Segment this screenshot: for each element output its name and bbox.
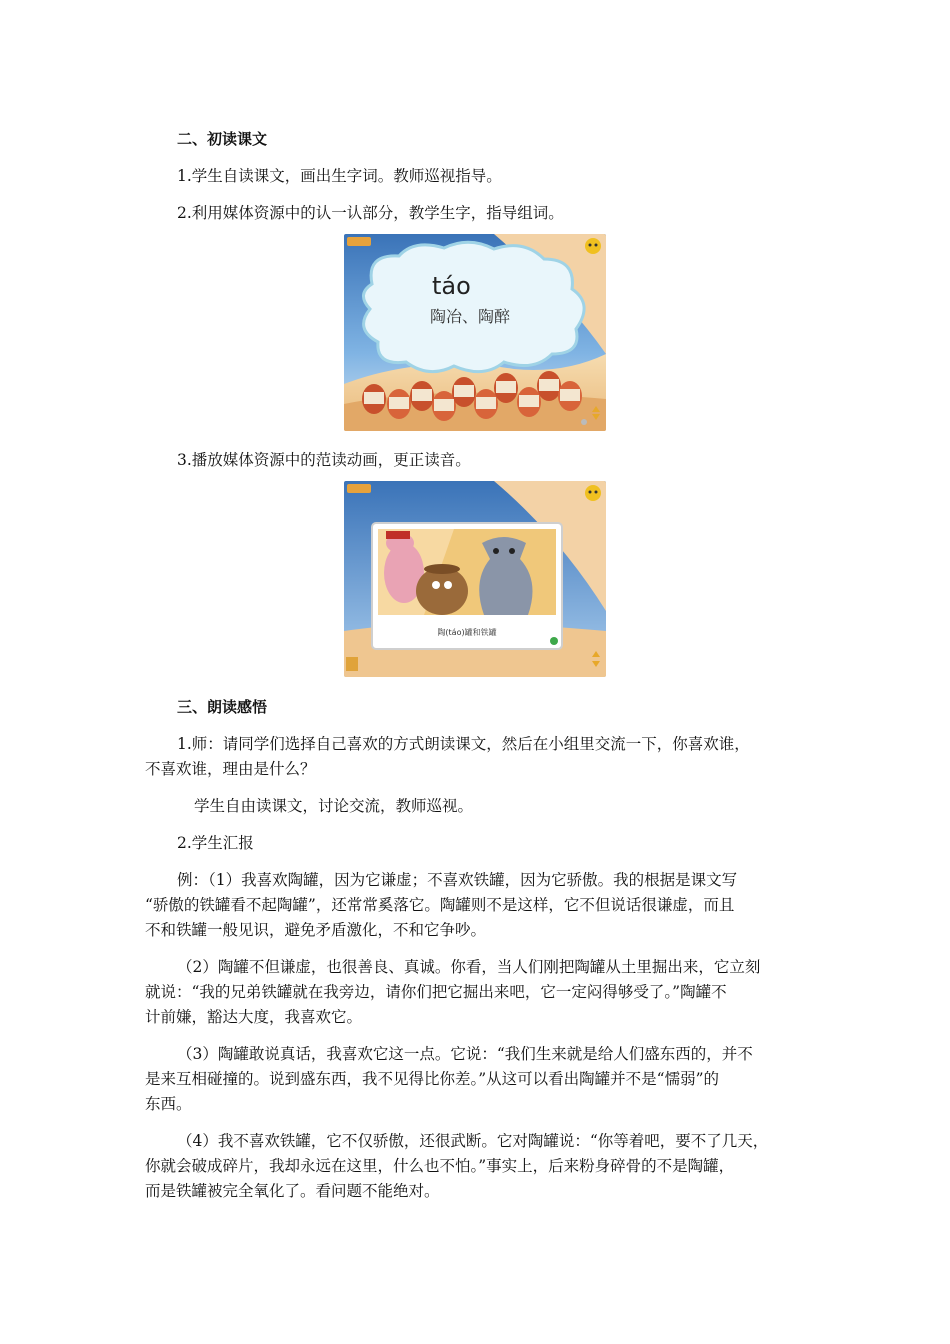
example-4-line-3: 而是铁罐被完全氧化了。看问题不能绝对。	[145, 1182, 440, 1200]
example-3-line-2: 是来互相碰撞的。说到盛东西，我不见得比你差。”从这可以看出陶罐并不是“懦弱”的	[145, 1070, 720, 1088]
example-1-line-2: “骄傲的铁罐看不起陶罐”，还常常奚落它。陶罐则不是这样，它不但说话很谦虚，而且	[145, 896, 735, 914]
mascot-icon	[585, 485, 601, 501]
example-3-line-3: 东西。	[145, 1095, 192, 1113]
question-line-1: 1.师：请同学们选择自己喜欢的方式朗读课文，然后在小组里交流一下，你喜欢谁，	[177, 735, 750, 753]
video-caption: 陶(táo)罐和铁罐	[437, 628, 497, 637]
step-1-text: 1.学生自读课文，画出生字词。教师巡视指导。	[177, 167, 502, 185]
step-3-text: 3.播放媒体资源中的范读动画，更正读音。	[177, 451, 471, 469]
corner-decoration	[346, 657, 358, 671]
example-1-line-1: 例：（1）我喜欢陶罐，因为它谦虚；不喜欢铁罐，因为它骄傲。我的根据是课文写	[177, 871, 738, 889]
report-heading: 2.学生汇报	[177, 834, 254, 852]
section-heading-reading-comprehension: 三、朗读感悟	[177, 698, 268, 716]
section-heading-initial-reading: 二、初读课文	[177, 130, 268, 148]
example-4-line-2: 你就会破成碎片，我却永远在这里，什么也不怕。”事实上，后来粉身碎骨的不是陶罐，	[145, 1157, 735, 1175]
pinyin-label: táo	[432, 272, 471, 300]
example-2-line-3: 计前嫌，豁达大度，我喜欢它。	[145, 1008, 363, 1026]
example-3-line-1: （3）陶罐敢说真话，我喜欢它这一点。它说：“我们生来就是给人们盛东西的，并不	[177, 1045, 753, 1063]
example-2-line-2: 就说：“我的兄弟铁罐就在我旁边，请你们把它掘出来吧，它一定闷得够受了。”陶罐不	[145, 983, 727, 1001]
play-icon[interactable]	[550, 637, 558, 645]
activity-text: 学生自由读课文，讨论交流，教师巡视。	[194, 797, 474, 815]
character-recognition-image	[344, 234, 606, 431]
logo-badge	[347, 237, 371, 246]
question-line-2: 不喜欢谁，理由是什么？	[145, 760, 316, 778]
reading-animation-image	[344, 481, 606, 677]
mascot-icon	[585, 238, 601, 254]
example-1-line-3: 不和铁罐一般见识，避免矛盾激化，不和它争吵。	[145, 921, 487, 939]
example-2-line-1: （2）陶罐不但谦虚，也很善良、真诚。你看，当人们刚把陶罐从土里掘出来，它立刻	[177, 958, 761, 976]
example-4-line-1: （4）我不喜欢铁罐，它不仅骄傲，还很武断。它对陶罐说：“你等着吧，要不了几天，	[177, 1132, 769, 1150]
logo-badge	[347, 484, 371, 493]
step-2-text: 2.利用媒体资源中的认一认部分，教学生字，指导组词。	[177, 204, 564, 222]
word-examples: 陶冶、陶醉	[430, 307, 511, 326]
